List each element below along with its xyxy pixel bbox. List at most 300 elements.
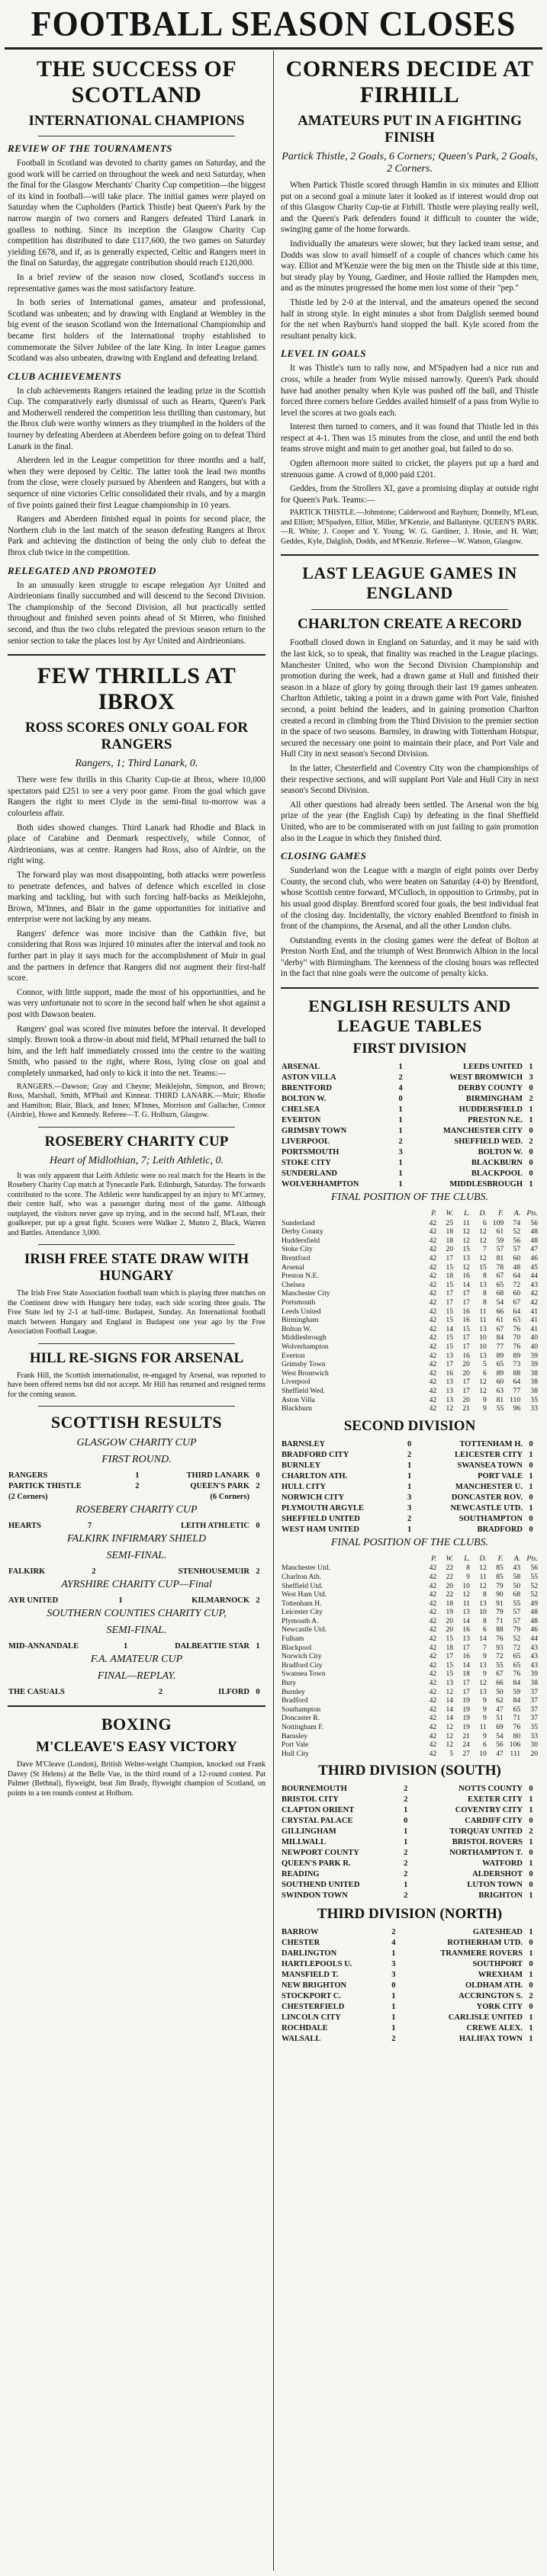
stat-cell: 42 bbox=[429, 1616, 437, 1625]
home-score: 3 bbox=[407, 1493, 412, 1502]
club-paragraph: Aberdeen led in the League competition for three months and a half, when they were deposed by Celtic. The latter took the lead two months from the close, were closely pursued by Aberdeen and Rangers, but with a sequence of nine victories Celtic consolidated their rivals, and by a margin of five points gained their first League championship in 10 years. bbox=[8, 456, 265, 510]
home-team: MANSFIELD T. bbox=[282, 1971, 339, 1980]
column-header: W. bbox=[446, 1209, 454, 1218]
results-table bbox=[8, 1471, 265, 1503]
result-row bbox=[281, 1083, 539, 1094]
results-table bbox=[8, 1641, 265, 1652]
scotland-headline: THE SUCCESS OF SCOTLAND bbox=[36, 56, 237, 107]
away-team: OLDHAM ATH. bbox=[465, 1981, 523, 1991]
stat-cell: 67 bbox=[496, 1324, 504, 1333]
away-score: 3 bbox=[529, 1073, 533, 1083]
home-score: 1 bbox=[391, 1949, 396, 1958]
result-row bbox=[8, 1687, 265, 1698]
away-score: 0 bbox=[529, 1939, 533, 1948]
stat-cell: 61 bbox=[496, 1227, 504, 1237]
home-team: RANGERS bbox=[8, 1471, 48, 1480]
stat-cell: 25 bbox=[446, 1218, 454, 1227]
away-team: TORQUAY UNITED bbox=[449, 1827, 523, 1837]
home-score: 1 bbox=[398, 1127, 403, 1136]
stat-cell: 64 bbox=[513, 1272, 521, 1281]
left-column bbox=[8, 53, 265, 1801]
home-team: GILLINGHAM bbox=[282, 1827, 336, 1837]
away-team: MIDDLESBROUGH bbox=[449, 1180, 523, 1189]
stat-cell: 8 bbox=[482, 1289, 487, 1298]
column-header: D. bbox=[479, 1209, 487, 1218]
away-team: DALBEATTIE STAR bbox=[175, 1642, 249, 1651]
table-header-row bbox=[281, 1208, 539, 1219]
team-name: Leicester City bbox=[282, 1608, 323, 1617]
stat-cell: 12 bbox=[462, 1590, 470, 1599]
home-team: STOCKPORT C. bbox=[282, 1992, 342, 2001]
away-team: BRISTOL ROVERS bbox=[452, 1838, 523, 1847]
away-team: NOTTS COUNTY bbox=[459, 1785, 523, 1794]
away-team: LEITH ATHLETIC bbox=[181, 1522, 249, 1531]
home-score: 1 bbox=[135, 1471, 140, 1480]
away-score: 2 bbox=[256, 1482, 260, 1491]
home-score: 2 bbox=[391, 2035, 396, 2044]
stat-cell: 42 bbox=[429, 1289, 437, 1298]
stat-cell: 59 bbox=[496, 1236, 504, 1245]
firhill-paragraph: It was Thistle's turn to rally now, and M'Spadyen had a nice run and cross, while a header from Wylie missed narrowly. Queen's Park should have had another penalty when Kyle was pushed off the ball, and Thistle forced three corners before Geddes availed himself of a pass from Wylie to level the scores at two goals each. bbox=[281, 364, 539, 418]
table-row bbox=[281, 1245, 539, 1254]
stat-cell: 73 bbox=[513, 1360, 521, 1369]
stat-cell: 44 bbox=[530, 1272, 538, 1281]
table-row bbox=[281, 1378, 539, 1387]
table-row bbox=[281, 1343, 539, 1352]
away-score: 1 bbox=[529, 1471, 533, 1480]
stat-cell: 69 bbox=[496, 1723, 504, 1731]
second-division-heading: SECOND DIVISION bbox=[343, 1417, 476, 1434]
stat-cell: 13 bbox=[479, 1687, 487, 1696]
result-row bbox=[8, 1492, 265, 1503]
table-row bbox=[281, 1599, 539, 1609]
stat-cell: 11 bbox=[479, 1307, 487, 1316]
firhill-paragraph: Interest then turned to corners, and it was found that Thistle led in this respect at 4-1. Then was 15 minutes from the close, and until the end both teams strove might and main to get another goal, but failed to do so. bbox=[281, 422, 539, 454]
stat-cell: 72 bbox=[513, 1280, 521, 1289]
stat-cell: 42 bbox=[429, 1324, 437, 1333]
home-team: NEWPORT COUNTY bbox=[282, 1849, 359, 1858]
home-score: 1 bbox=[391, 2024, 396, 2033]
stat-cell: 30 bbox=[530, 1740, 538, 1750]
thrills-teams: RANGERS.—Dawson; Gray and Cheyne; Meiklejohn, Simpson, and Brown; Ross, Marshall, Smith, M'Phail and Kinnear. THIRD LANARK.—Muir; Rhodie and Hamilton; Blair, Black, and Innes; M'Innes, Morrison and Gallacher, Connor (Airdrie), Howe and Kennedy. Referee—T. G. Holburn, Glasgow. bbox=[8, 1082, 265, 1120]
stat-cell: 10 bbox=[479, 1749, 487, 1758]
stat-cell: 52 bbox=[513, 1227, 521, 1237]
stat-cell: 38 bbox=[530, 1679, 538, 1688]
away-score: 1 bbox=[529, 1116, 533, 1125]
table-row bbox=[281, 1404, 539, 1413]
away-team: WEST BROMWICH bbox=[449, 1073, 523, 1083]
away-score: 1 bbox=[529, 2013, 533, 2023]
home-score: 1 bbox=[118, 1596, 123, 1606]
home-score: 2 bbox=[404, 1859, 408, 1869]
away-team: SOUTHPORT bbox=[472, 1960, 523, 1969]
team-name: Bradford City bbox=[282, 1660, 323, 1670]
stat-cell: 89 bbox=[513, 1351, 521, 1360]
stat-cell: 11 bbox=[462, 1599, 470, 1608]
stat-cell: 90 bbox=[496, 1590, 504, 1599]
result-row bbox=[281, 1816, 539, 1827]
team-name: Nottingham F. bbox=[282, 1723, 324, 1731]
stat-cell: 42 bbox=[429, 1316, 437, 1325]
stat-cell: 42 bbox=[429, 1696, 437, 1705]
stat-cell: 60 bbox=[513, 1289, 521, 1298]
home-score: 3 bbox=[391, 1960, 396, 1969]
team-name: Burnley bbox=[282, 1687, 305, 1696]
away-team: CARDIFF CITY bbox=[465, 1817, 523, 1826]
away-score: 0 bbox=[529, 1849, 533, 1858]
stat-cell: 42 bbox=[429, 1714, 437, 1723]
stat-cell: 44 bbox=[530, 1634, 538, 1644]
stat-cell: 57 bbox=[496, 1245, 504, 1254]
stat-cell: 88 bbox=[496, 1625, 504, 1634]
table-row bbox=[281, 1582, 539, 1591]
home-team: CLAPTON ORIENT bbox=[282, 1806, 355, 1815]
stat-cell: 10 bbox=[479, 1342, 487, 1351]
table-row bbox=[281, 1564, 539, 1573]
table-row bbox=[281, 1608, 539, 1617]
team-name: Hull City bbox=[282, 1749, 309, 1758]
stat-cell: 13 bbox=[462, 1608, 470, 1617]
away-team: YORK CITY bbox=[476, 2003, 523, 2012]
column-rule bbox=[273, 50, 274, 2571]
result-row bbox=[281, 1880, 539, 1891]
away-score: 0 bbox=[529, 2003, 533, 2012]
thrills-paragraph: The forward play was most disappointing, both attacks were powerless to penetrate defences, and halves of defence which excelled in close marking and tackling, but with such forcing half-backs as Meiklejohn, Brown, M'Innes, and Blair in the game opportunities for initiative and enterprise were not lacking by any means. bbox=[8, 870, 265, 925]
stat-cell: 14 bbox=[446, 1705, 454, 1714]
stat-cell: 42 bbox=[429, 1378, 437, 1387]
table-header-row bbox=[281, 1554, 539, 1564]
home-score: 1 bbox=[123, 1642, 128, 1651]
stat-cell: 84 bbox=[496, 1333, 504, 1343]
stat-cell: 43 bbox=[530, 1643, 538, 1652]
stat-cell: 14 bbox=[446, 1696, 454, 1705]
home-score: 0 bbox=[407, 1439, 412, 1448]
stat-cell: 42 bbox=[429, 1572, 437, 1581]
table-row bbox=[281, 1387, 539, 1396]
home-team: QUEEN'S PARK R. bbox=[282, 1859, 351, 1869]
home-team: GRIMSBY TOWN bbox=[282, 1127, 347, 1136]
home-team: BOLTON W. bbox=[282, 1095, 327, 1104]
stat-cell: 42 bbox=[429, 1679, 437, 1688]
stat-cell: 15 bbox=[446, 1316, 454, 1325]
team-name: Derby County bbox=[282, 1227, 323, 1237]
thrills-subheadline: ROSS SCORES ONLY GOAL FOR RANGERS bbox=[24, 720, 249, 753]
home-score: 1 bbox=[404, 1881, 408, 1890]
result-row bbox=[281, 1927, 539, 1938]
away-score: 1 bbox=[529, 1806, 533, 1815]
stat-cell: 52 bbox=[530, 1590, 538, 1599]
result-row bbox=[281, 1795, 539, 1805]
stat-cell: 27 bbox=[462, 1749, 470, 1758]
stat-cell: 9 bbox=[483, 1714, 487, 1723]
stat-cell: 10 bbox=[479, 1333, 487, 1343]
stat-cell: 42 bbox=[429, 1254, 437, 1263]
stat-cell: 42 bbox=[530, 1289, 538, 1298]
home-score: 2 bbox=[398, 1137, 403, 1147]
team-name: West Ham Utd. bbox=[282, 1590, 327, 1599]
away-score: 0 bbox=[529, 1785, 533, 1794]
stat-cell: 79 bbox=[496, 1581, 504, 1590]
home-score: 2 bbox=[404, 1870, 408, 1879]
stat-cell: 20 bbox=[462, 1368, 470, 1378]
stat-cell: 20 bbox=[446, 1581, 454, 1590]
stat-cell: 12 bbox=[479, 1254, 487, 1263]
stat-cell: 14 bbox=[462, 1660, 470, 1670]
team-name: Blackpool bbox=[282, 1643, 312, 1652]
results-subhead: F.A. AMATEUR CUP bbox=[90, 1654, 183, 1666]
table-subhead: FINAL POSITION OF THE CLUBS. bbox=[330, 1192, 489, 1204]
home-team: STOKE CITY bbox=[282, 1159, 331, 1168]
column-header: L. bbox=[464, 1554, 470, 1563]
home-team: CHARLTON ATH. bbox=[282, 1471, 348, 1480]
result-row bbox=[281, 1094, 539, 1105]
stat-cell: 93 bbox=[496, 1643, 504, 1652]
team-name: Chelsea bbox=[282, 1280, 305, 1289]
stat-cell: 12 bbox=[446, 1731, 454, 1740]
stat-cell: 12 bbox=[462, 1236, 470, 1245]
home-score: 1 bbox=[404, 1827, 408, 1837]
table-row bbox=[281, 1644, 539, 1653]
stat-cell: 65 bbox=[513, 1652, 521, 1661]
away-team: ALDERSHOT bbox=[472, 1870, 523, 1879]
away-score: 0 bbox=[529, 1817, 533, 1826]
stat-cell: 42 bbox=[429, 1634, 437, 1644]
stat-cell: 55 bbox=[530, 1572, 538, 1581]
away-team: CARLISLE UNITED bbox=[448, 2013, 523, 2023]
team-name: Wolverhampton bbox=[282, 1342, 329, 1351]
away-score: 1 bbox=[529, 1795, 533, 1804]
results-subhead: SEMI-FINAL. bbox=[106, 1625, 167, 1637]
result-row bbox=[281, 1105, 539, 1115]
team-name: Arsenal bbox=[282, 1262, 304, 1272]
away-team: BLACKBURN bbox=[471, 1159, 523, 1168]
table-row bbox=[281, 1227, 539, 1237]
club-paragraph: In club achievements Rangers retained the leading prize in the Scottish Cup. The comparatively early dismissal of such as Hearts, Queen's Park and Motherwell rendered the competition less thrilling than customary, but the Ibrox club were worthy winners as they triumphed in the holders of the tourney by defeating Aberdeen at Aberdeen before going on to defeat Third Lanark in the final. bbox=[8, 386, 265, 451]
away-score: 1 bbox=[529, 2024, 533, 2033]
away-team: ACCRINGTON S. bbox=[459, 1992, 523, 2001]
home-team: SOUTHEND UNITED bbox=[282, 1881, 360, 1890]
table-row bbox=[281, 1750, 539, 1759]
stat-cell: 77 bbox=[513, 1386, 521, 1395]
boxing-subheadline: M'CLEAVE'S EASY VICTORY bbox=[36, 1739, 237, 1756]
stat-cell: 42 bbox=[429, 1307, 437, 1316]
home-team: PARTICK THISTLE bbox=[8, 1482, 82, 1491]
away-score: 1 bbox=[529, 1105, 533, 1115]
stat-cell: 14 bbox=[446, 1714, 454, 1723]
stat-cell: 48 bbox=[530, 1616, 538, 1625]
away-score: 2 bbox=[256, 1567, 260, 1577]
stat-cell: 13 bbox=[479, 1324, 487, 1333]
table-row bbox=[281, 1652, 539, 1661]
stat-cell: 22 bbox=[446, 1564, 454, 1573]
stat-cell: 15 bbox=[462, 1245, 470, 1254]
home-score: 2 bbox=[135, 1482, 140, 1491]
home-team: WALSALL bbox=[282, 2035, 321, 2044]
stat-cell: 17 bbox=[462, 1342, 470, 1351]
away-team: (6 Corners) bbox=[210, 1493, 249, 1502]
stat-cell: 79 bbox=[496, 1608, 504, 1617]
home-score: 2 bbox=[407, 1450, 412, 1459]
firhill-teams: PARTICK THISTLE.—Johnstone; Calderwood and Rayburn; Donnelly, M'Lean, and Elliott; M'Spadyen, Elliot, Miller, M'Kenzie, and Ballantyne. QUEEN'S PARK.—R. White; J. Cooper and Y. Young; W. G. Gardiner, J. Hosie, and H. Watt; Geddes, Kyle, Dalglish, Dodds, and M'Kenzie. Referee—W. Watson, Glasgow. bbox=[281, 508, 539, 546]
stat-cell: 19 bbox=[462, 1696, 470, 1705]
result-row bbox=[281, 1158, 539, 1169]
stat-cell: 42 bbox=[530, 1298, 538, 1307]
stat-cell: 39 bbox=[530, 1360, 538, 1369]
stat-cell: 45 bbox=[530, 1262, 538, 1272]
stat-cell: 42 bbox=[429, 1652, 437, 1661]
stat-cell: 43 bbox=[530, 1660, 538, 1670]
stat-cell: 57 bbox=[513, 1608, 521, 1617]
home-score bbox=[130, 1492, 145, 1503]
stat-cell: 65 bbox=[496, 1280, 504, 1289]
stat-cell: 14 bbox=[462, 1280, 470, 1289]
stat-cell: 51 bbox=[496, 1714, 504, 1723]
result-row bbox=[281, 1482, 539, 1493]
away-team: SHEFFIELD WED. bbox=[454, 1137, 523, 1147]
stat-cell: 42 bbox=[429, 1245, 437, 1254]
team-name: Swansea Town bbox=[282, 1670, 326, 1679]
home-team: BRISTOL CITY bbox=[282, 1795, 339, 1804]
stat-cell: 42 bbox=[429, 1749, 437, 1758]
team-name: Plymouth A. bbox=[282, 1616, 319, 1625]
stat-cell: 38 bbox=[530, 1378, 538, 1387]
results-table bbox=[8, 1567, 265, 1577]
column-header: W. bbox=[446, 1554, 454, 1563]
away-score: 0 bbox=[529, 1461, 533, 1470]
stat-cell: 21 bbox=[462, 1731, 470, 1740]
stat-cell: 42 bbox=[429, 1280, 437, 1289]
stat-cell: 17 bbox=[462, 1687, 470, 1696]
table-row bbox=[281, 1289, 539, 1298]
review-paragraph: Football in Scotland was devoted to charity games on Saturday, and the good work will be carried on throughout the week and next Saturday, when the final for the Glasgow Merchants' Charity Cup competition—the biggest of its kind in football—will take place. The initial games were played on Saturday when the Cupholders (Partick Thistle) beat Queen's Park by the narrow margin of two corners and Rangers defeated Third Lanark in goalless to nothing. Since its inception the Glasgow Charity Cup competition has distributed to date £117,600, the two games on Saturday yielding £678, and if, as is generally expected, Celtic and Rangers meet in the final on Saturday, the aggregate contribution should reach £120,000. bbox=[8, 159, 265, 268]
home-team: THE CASUALS bbox=[8, 1688, 65, 1697]
table-subhead: FINAL POSITION OF THE CLUBS. bbox=[330, 1536, 489, 1548]
away-score: 0 bbox=[529, 1439, 533, 1448]
table-row bbox=[281, 1254, 539, 1263]
stat-cell: 68 bbox=[513, 1590, 521, 1599]
team-name: Manchester Utd. bbox=[282, 1564, 330, 1573]
away-score: 0 bbox=[529, 1148, 533, 1157]
results-subhead: ROSEBERY CHARITY CUP bbox=[76, 1504, 198, 1516]
team-name: Doncaster R. bbox=[282, 1714, 320, 1723]
stat-cell: 21 bbox=[462, 1404, 470, 1413]
results-subhead: SEMI-FINAL. bbox=[106, 1550, 167, 1562]
away-score: 0 bbox=[529, 1881, 533, 1890]
result-row bbox=[281, 1859, 539, 1869]
result-row bbox=[281, 1970, 539, 1981]
team-name: Bradford bbox=[282, 1696, 308, 1705]
stat-cell: 42 bbox=[429, 1687, 437, 1696]
stat-cell: 85 bbox=[496, 1564, 504, 1573]
away-team: SWANSEA TOWN bbox=[457, 1461, 523, 1470]
thrills-paragraph: Rangers' goal was scored five minutes before the interval. It developed simply. Brown took a throw-in about mid field, M'Phail returned the ball to him, and the left half immediately crossed into the centre to the waiting Smith, who passed to the right, where Ross, lying close on goal and completely unmarked, had only to kick it into the net. Teams:— bbox=[8, 1024, 265, 1078]
stat-cell: 13 bbox=[462, 1254, 470, 1263]
home-score: 1 bbox=[398, 1180, 403, 1189]
home-team: NEW BRIGHTON bbox=[282, 1981, 347, 1991]
stat-cell: 13 bbox=[446, 1395, 454, 1404]
away-score: 0 bbox=[529, 1169, 533, 1179]
table-row bbox=[281, 1714, 539, 1723]
away-team: ROTHERHAM UTD. bbox=[447, 1939, 523, 1948]
stat-cell: 78 bbox=[496, 1262, 504, 1272]
stat-cell: 42 bbox=[429, 1342, 437, 1351]
stat-cell: 42 bbox=[429, 1705, 437, 1714]
stat-cell: 17 bbox=[446, 1360, 454, 1369]
stat-cell: 10 bbox=[462, 1581, 470, 1590]
stat-cell: 42 bbox=[429, 1272, 437, 1281]
away-score: 1 bbox=[529, 1891, 533, 1901]
result-row bbox=[281, 1981, 539, 1991]
stat-cell: 42 bbox=[429, 1404, 437, 1413]
stat-cell: 13 bbox=[446, 1386, 454, 1395]
boxing-headline: BOXING bbox=[101, 1715, 172, 1734]
stat-cell: 111 bbox=[510, 1749, 521, 1758]
table-row bbox=[281, 1688, 539, 1697]
relegated-heading: RELEGATED AND PROMOTED bbox=[8, 564, 156, 576]
stat-cell: 42 bbox=[429, 1298, 437, 1307]
stat-cell: 17 bbox=[462, 1333, 470, 1343]
stat-cell: 11 bbox=[479, 1316, 487, 1325]
result-row bbox=[8, 1596, 265, 1606]
stat-cell: 17 bbox=[462, 1298, 470, 1307]
stat-cell: 16 bbox=[462, 1625, 470, 1634]
stat-cell: 62 bbox=[496, 1696, 504, 1705]
column-header bbox=[281, 1208, 420, 1219]
table-row bbox=[281, 1634, 539, 1644]
relegated-paragraph: In an unusually keen struggle to escape relegation Ayr United and Airdrieonians finally succumbed and will descend to the Second Division. The championship of the Second Division, all but practically settled throughout and finished seven points ahead of St Mirren, who finished second, and thus the two clubs relegated the previous season return to the senior section to take the places lost by Ayr United and Airdrieonians. bbox=[8, 580, 265, 646]
table-row bbox=[281, 1237, 539, 1246]
home-team: CHELSEA bbox=[282, 1105, 320, 1115]
rosebery-paragraph: It was only apparent that Leith Athletic were no real match for the Hearts in the Rosebery Charity Cup match at Tynecastle Park. Edinburgh, Saturday. The forwards contributed to the score. The Athletic were handicapped by an injury to M'Cartney, their centre half, who was a passenger during most of the game. Although outplayed, the visitors never gave up trying, and in the second half, M'Lean, their goalkeeper, put up a great fight. Scorers were Walker 2, Munro 2, Black, Warren and Battles. Attendance 3,000. bbox=[8, 1171, 265, 1237]
stat-cell: 19 bbox=[446, 1608, 454, 1617]
table-row bbox=[281, 1333, 539, 1343]
table-row bbox=[281, 1263, 539, 1272]
stat-cell: 37 bbox=[530, 1705, 538, 1714]
away-score: 2 bbox=[529, 1137, 533, 1147]
away-team: KILMARNOCK bbox=[191, 1596, 249, 1606]
result-row bbox=[281, 1837, 539, 1848]
stat-cell: 71 bbox=[496, 1616, 504, 1625]
results-subhead: AYRSHIRE CHARITY CUP—Final bbox=[61, 1579, 212, 1591]
stat-cell: 15 bbox=[479, 1262, 487, 1272]
stat-cell: 17 bbox=[462, 1378, 470, 1387]
stat-cell: 47 bbox=[496, 1749, 504, 1758]
home-team: BARROW bbox=[282, 1928, 319, 1937]
english-results-headline: ENGLISH RESULTS AND LEAGUE TABLES bbox=[308, 996, 511, 1036]
home-score: 1 bbox=[404, 1838, 408, 1847]
stat-cell: 37 bbox=[530, 1687, 538, 1696]
column-header: L. bbox=[464, 1209, 470, 1218]
stat-cell: 9 bbox=[482, 1404, 487, 1413]
away-score: 0 bbox=[256, 1471, 260, 1480]
stat-cell: 12 bbox=[446, 1404, 454, 1413]
league-table bbox=[281, 1208, 539, 1413]
stat-cell: 18 bbox=[446, 1643, 454, 1652]
stat-cell: 6 bbox=[482, 1218, 487, 1227]
stat-cell: 43 bbox=[530, 1652, 538, 1661]
result-row bbox=[281, 1115, 539, 1126]
firhill-paragraph: Ogden afternoon more suited to cricket, the players put up a hard and strenuous game. A crowd of 8,000 paid £201. bbox=[281, 459, 539, 480]
stat-cell: 35 bbox=[530, 1723, 538, 1731]
column-header: Pts. bbox=[526, 1209, 538, 1218]
stat-cell: 47 bbox=[496, 1705, 504, 1714]
stat-cell: 18 bbox=[446, 1272, 454, 1281]
stat-cell: 16 bbox=[462, 1272, 470, 1281]
stat-cell: 8 bbox=[483, 1616, 487, 1625]
stat-cell: 49 bbox=[530, 1599, 538, 1608]
stat-cell: 12 bbox=[462, 1227, 470, 1237]
charlton-paragraph: Outstanding events in the closing games were the defeat of Bolton at Preston North End, and the triumph of West Bromwich Albion in the local "derby" with Birmingham. The keenness of the closing hours was reflected in the fact that nine goals were the outcome of penalty kicks. bbox=[281, 935, 539, 979]
